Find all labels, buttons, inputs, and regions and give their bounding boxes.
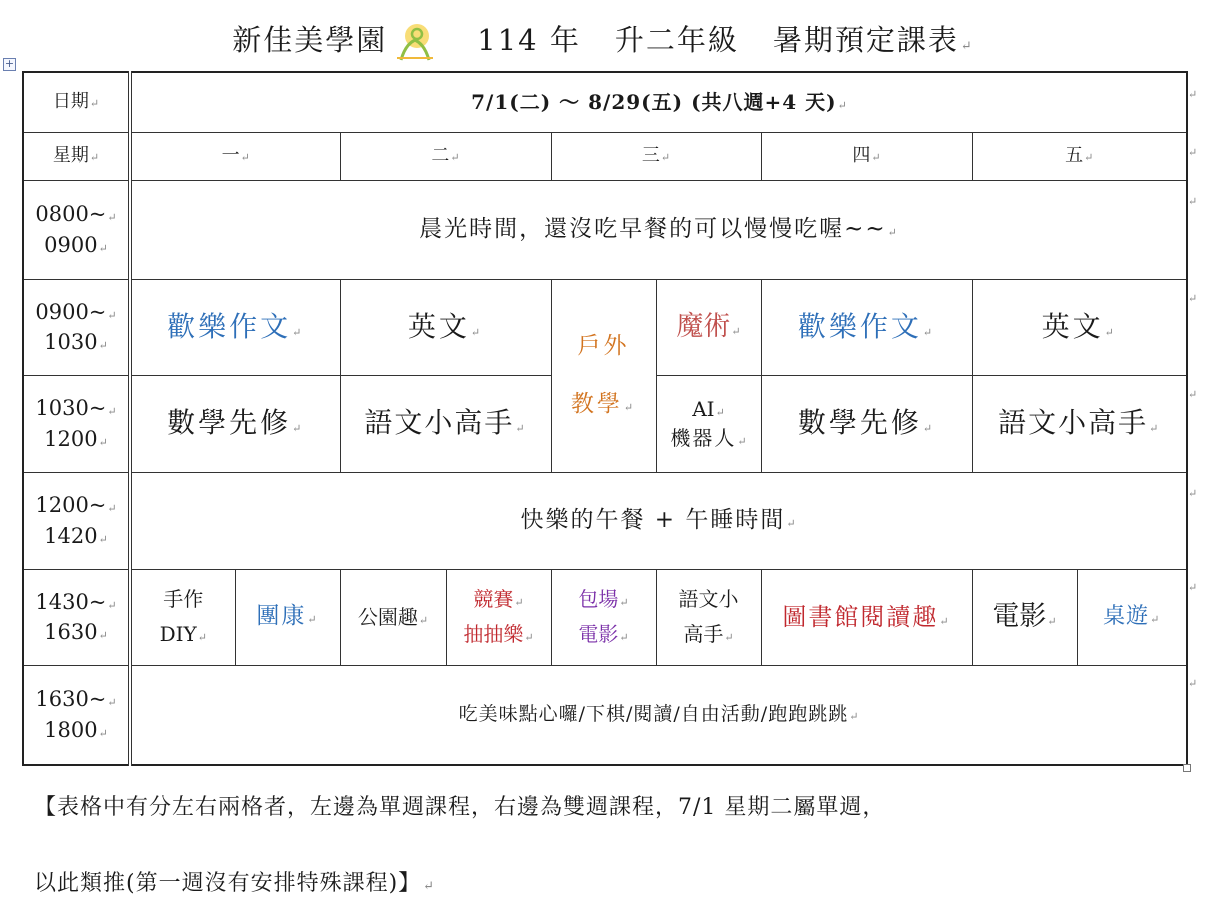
time-slot: 1430~↵ 1630↵: [23, 569, 130, 665]
class-wed-chinese: 語文小 高手↵: [656, 569, 761, 665]
page-title: 新佳美學園 114 年 升二年級 暑期預定課表 ↵: [0, 18, 1206, 64]
school-year: 114 年: [477, 23, 581, 57]
row-lunch: [23, 472, 1187, 569]
time-slot: 0900~↵ 1030↵: [23, 279, 130, 375]
class-wed-magic: 魔術↵: [656, 279, 761, 375]
weekday-fri: 五↵: [972, 132, 1187, 180]
schedule-name: 暑期預定課表: [772, 23, 959, 57]
class-thu-math: 數學先修↵: [761, 375, 972, 472]
class-tue-park: 公園趣↵: [340, 569, 446, 665]
time-slot: 1200~↵ 1420↵: [23, 472, 130, 569]
class-wed-movie: 包場↵ 電影↵: [551, 569, 656, 665]
schedule-table: [22, 71, 1188, 766]
class-wed-ai-robot: AI↵ 機器人↵: [656, 375, 761, 472]
row-0900: [23, 279, 1187, 375]
row-snack: [23, 665, 1187, 765]
class-fri-boardgame: 桌遊↵: [1077, 569, 1187, 665]
snack-band: 吃美味點心囉/下棋/閱讀/自由活動/跑跑跳跳↵: [130, 665, 1187, 765]
morning-band: 晨光時間，還沒吃早餐的可以慢慢吃喔~~↵: [130, 180, 1187, 279]
weekday-row: [23, 132, 1187, 180]
date-row: [23, 72, 1187, 132]
weekday-tue: 二↵: [340, 132, 551, 180]
school-logo-icon: [393, 20, 437, 64]
row-morning: [23, 180, 1187, 279]
note-line-2: 以此類推(第一週沒有安排特殊課程)】 ↵: [34, 871, 436, 896]
class-mon-writing: 歡樂作文↵: [130, 279, 340, 375]
class-fri-chinese: 語文小高手↵: [972, 375, 1187, 472]
class-tue-contest: 競賽↵ 抽抽樂↵: [446, 569, 551, 665]
class-mon-math: 數學先修↵: [130, 375, 340, 472]
class-fri-english: 英文↵: [972, 279, 1187, 375]
lunch-band: 快樂的午餐 + 午睡時間↵: [130, 472, 1187, 569]
weekday-wed: 三↵: [551, 132, 761, 180]
time-slot: 1630~↵ 1800↵: [23, 665, 130, 765]
class-mon-games: 團康↵: [235, 569, 340, 665]
grade-label: 升二年級: [614, 23, 739, 57]
class-wed-outdoor: 戶外 教學↵: [551, 279, 656, 472]
date-label: 日期↵: [23, 72, 130, 132]
date-range: 7/1(二) ～ 8/29(五) (共八週+4 天)↵: [130, 72, 1187, 132]
weekday-thu: 四↵: [761, 132, 972, 180]
class-mon-craft: 手作 DIY↵: [130, 569, 235, 665]
school-name: 新佳美學園: [232, 23, 388, 57]
weekday-label: 星期↵: [23, 132, 130, 180]
table-resize-handle[interactable]: [1183, 764, 1191, 772]
note-line-1: 【表格中有分左右兩格者，左邊為單週課程，右邊為雙週課程，7/1 星期二屬單週，: [34, 795, 886, 820]
time-slot: 0800~↵ 0900↵: [23, 180, 130, 279]
class-thu-writing: 歡樂作文↵: [761, 279, 972, 375]
row-1430: [23, 569, 1187, 665]
class-tue-english: 英文↵: [340, 279, 551, 375]
table-move-handle-icon[interactable]: +: [4, 57, 15, 70]
class-fri-movie: 電影↵: [972, 569, 1077, 665]
weekday-mon: 一↵: [130, 132, 340, 180]
time-slot: 1030~↵ 1200↵: [23, 375, 130, 472]
class-thu-library: 圖書館閱讀趣↵: [761, 569, 972, 665]
class-tue-chinese: 語文小高手↵: [340, 375, 551, 472]
